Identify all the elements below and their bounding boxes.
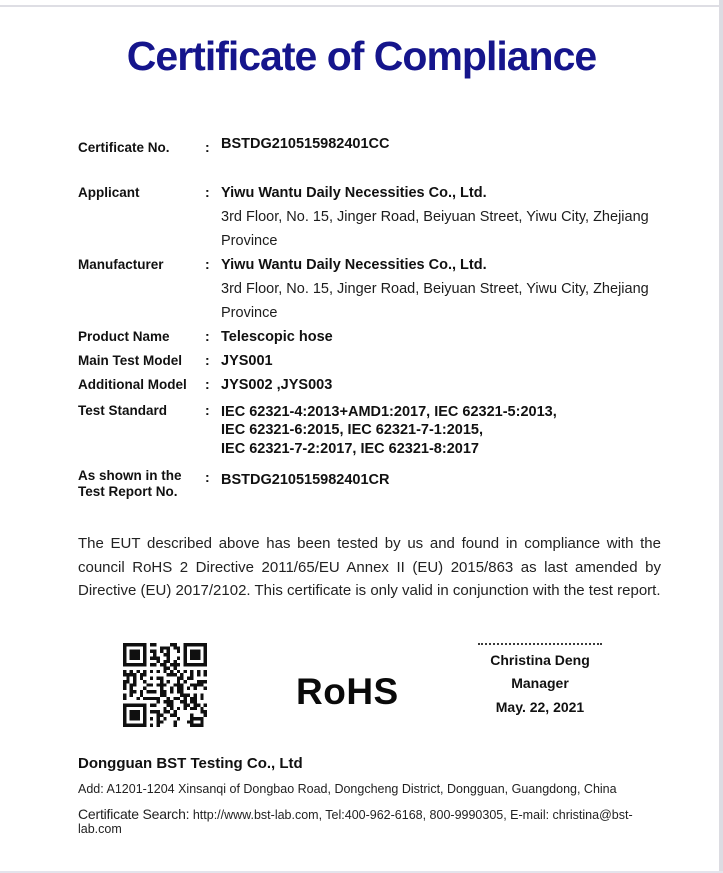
field-label: Additional Model: [78, 376, 187, 392]
certificate-search-line: [78, 806, 661, 836]
main-test-model-value: JYS001: [221, 352, 273, 369]
test-standard-line2: IEC 62321-6:2015, IEC 62321-7-1:2015,: [221, 422, 483, 438]
signatory-name: Christina Deng: [490, 651, 590, 668]
field-colon: :: [205, 327, 210, 344]
field-label: Manufacturer: [78, 256, 164, 272]
certificate-body: [0, 136, 723, 836]
applicant-name: Yiwu Wantu Daily Necessities Co., Ltd.: [221, 184, 487, 201]
field-test-report-no: [78, 466, 661, 499]
signature-dotted-line: [478, 643, 602, 645]
field-colon: :: [205, 351, 210, 368]
field-product-name: [78, 325, 661, 349]
test-standard-line1: IEC 62321-4:2013+AMD1:2017, IEC 62321-5:2013,: [221, 403, 557, 420]
test-standard-line3: IEC 62321-7-2:2017, IEC 62321-8:2017: [221, 440, 479, 457]
page-title: Certificate of Compliance: [126, 33, 597, 79]
page-edge-right: [719, 0, 723, 873]
field-label: Main Test Model: [78, 352, 183, 368]
field-colon: :: [205, 139, 210, 155]
additional-model-value: JYS002 ,JYS003: [221, 376, 333, 393]
certificate-number-value: BSTDG210515982401CC: [221, 136, 390, 152]
field-colon: :: [205, 255, 210, 272]
field-colon: :: [205, 401, 210, 418]
applicant-address-line2: Province: [221, 232, 278, 249]
field-label: Test Standard: [78, 402, 168, 418]
field-certificate-no: [78, 136, 661, 156]
field-colon: :: [205, 375, 210, 392]
field-applicant: [78, 181, 661, 253]
signatory-role: Manager: [511, 675, 569, 691]
rohs-logo: RoHS: [296, 670, 399, 712]
test-report-number-value: BSTDG210515982401CR: [221, 472, 390, 488]
applicant-address-line1: 3rd Floor, No. 15, Jinger Road, Beiyuan Street, Yiwu City, Zhejiang: [221, 208, 649, 225]
field-test-standard: [78, 399, 661, 459]
certificate-search-value: http://www.bst-lab.com, Tel:400-962-6168, 800-9990305, E-mail: christina@bst-lab.com: [78, 807, 633, 836]
field-main-test-model: [78, 349, 661, 373]
field-label: As shown in the Test Report No.: [78, 468, 182, 499]
issuer-address: Add: A1201-1204 Xinsanqi of Dongbao Road, Dongcheng District, Dongguan, Guangdong, China: [78, 781, 617, 796]
page-edge-top: [0, 5, 723, 7]
logos-signature-row: [78, 641, 661, 733]
issuer-company-name: Dongguan BST Testing Co., Ltd: [78, 754, 303, 772]
field-manufacturer: [78, 253, 661, 325]
manufacturer-address-line1: 3rd Floor, No. 15, Jinger Road, Beiyuan Street, Yiwu City, Zhejiang: [221, 280, 649, 297]
manufacturer-address-line2: Province: [221, 304, 278, 321]
compliance-statement: The EUT described above has been tested by us and found in compliance with the council RoHS 2 Directive 2011/65/EU Annex II (EU) 2015/863 as last amended by Directive (EU) 2017/2102. This certificate is only valid in conjunction with the test report.: [78, 535, 661, 599]
field-label: Certificate No.: [78, 140, 170, 155]
field-label: Product Name: [78, 328, 170, 344]
field-additional-model: [78, 373, 661, 397]
field-colon: :: [205, 183, 210, 200]
manufacturer-name: Yiwu Wantu Daily Necessities Co., Ltd.: [221, 256, 487, 273]
field-label: Applicant: [78, 184, 140, 200]
product-name-value: Telescopic hose: [221, 328, 333, 345]
certificate-search-label: Certificate Search:: [78, 805, 190, 822]
issuer-footer: [78, 755, 661, 836]
certificate-fields: [78, 136, 661, 499]
qr-code-image: [123, 643, 207, 727]
field-colon: :: [205, 469, 210, 485]
signature-block: [468, 643, 612, 720]
signature-date: May. 22, 2021: [495, 698, 585, 715]
